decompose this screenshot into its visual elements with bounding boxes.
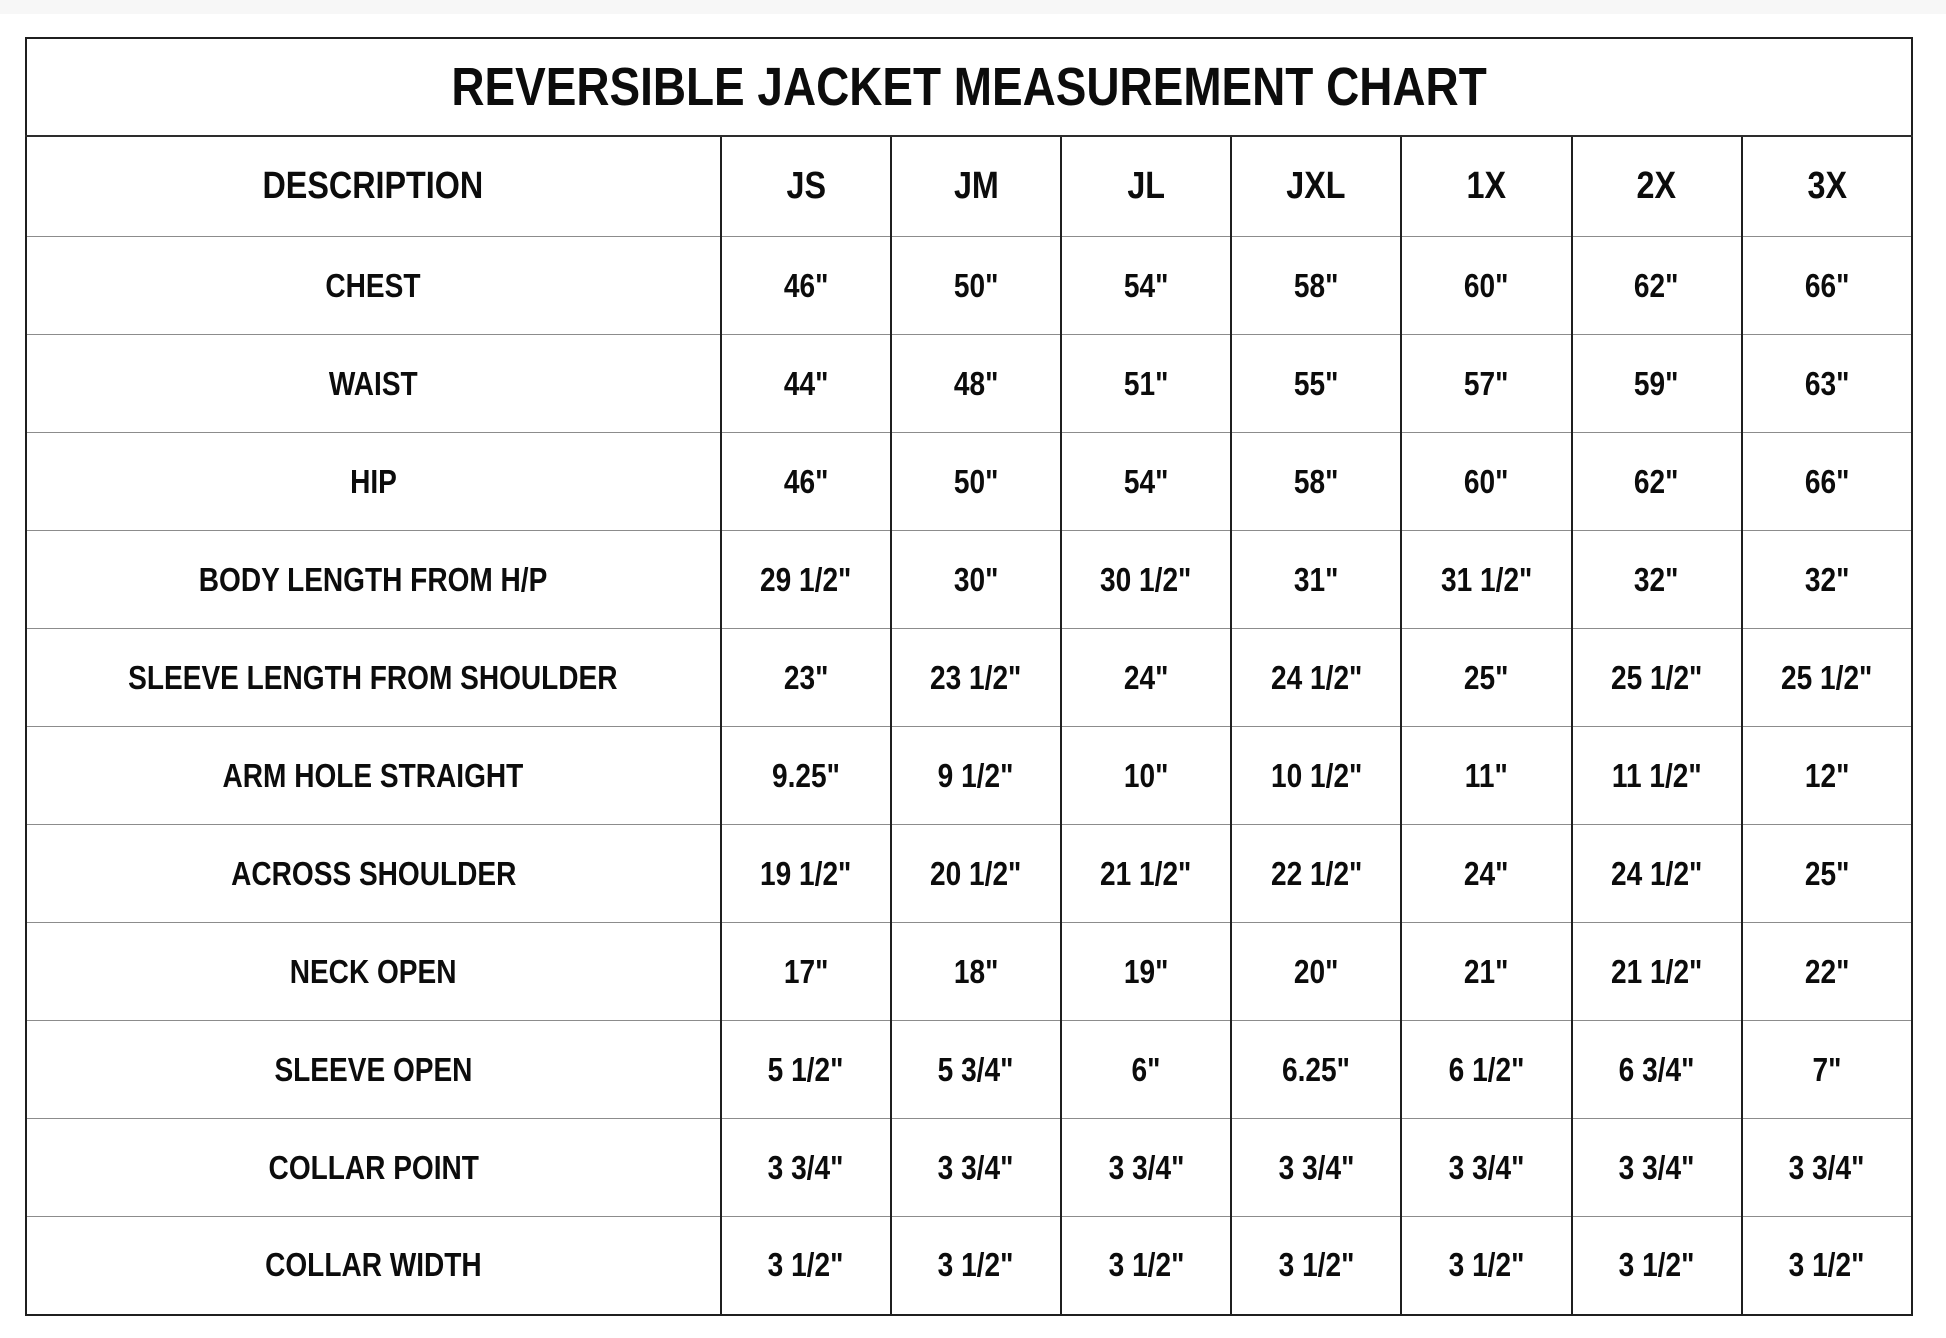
measurement-value-cell bbox=[1572, 531, 1742, 629]
measurement-value: 48" bbox=[953, 364, 999, 402]
column-header-label: JS bbox=[786, 165, 826, 207]
measurement-value-cell bbox=[721, 923, 891, 1021]
measurement-value: 30 1/2" bbox=[1100, 560, 1192, 598]
measurement-value-cell bbox=[1742, 923, 1912, 1021]
measurement-value: 22" bbox=[1804, 952, 1850, 990]
measurement-value: 31" bbox=[1294, 560, 1339, 598]
column-header-label: JM bbox=[953, 165, 999, 207]
measurement-value-cell bbox=[1061, 923, 1231, 1021]
measurement-value-cell bbox=[1061, 629, 1231, 727]
row-description-cell bbox=[26, 1119, 721, 1217]
measurement-value-cell bbox=[1061, 727, 1231, 825]
measurement-value: 21" bbox=[1464, 952, 1509, 990]
measurement-value-cell bbox=[1742, 1119, 1912, 1217]
measurement-value-cell bbox=[1742, 237, 1912, 335]
measurement-value-cell bbox=[1231, 433, 1401, 531]
measurement-value: 54" bbox=[1123, 462, 1169, 500]
measurement-value: 3 1/2" bbox=[938, 1246, 1014, 1284]
measurement-value-cell bbox=[891, 923, 1061, 1021]
measurement-value-cell bbox=[1572, 727, 1742, 825]
measurement-value: 5 3/4" bbox=[938, 1050, 1014, 1088]
measurement-value: 3 1/2" bbox=[767, 1246, 844, 1284]
column-header-label: JXL bbox=[1286, 165, 1346, 207]
row-description-cell bbox=[26, 1217, 721, 1315]
measurement-value: 24" bbox=[1464, 854, 1509, 892]
measurement-value: 50" bbox=[953, 462, 999, 500]
measurement-value-cell bbox=[1231, 825, 1401, 923]
measurement-value-cell bbox=[1401, 727, 1571, 825]
measurement-value: 3 3/4" bbox=[767, 1148, 844, 1186]
measurement-value-cell bbox=[891, 1021, 1061, 1119]
row-description-label: ARM HOLE STRAIGHT bbox=[222, 756, 524, 794]
measurement-value: 25" bbox=[1464, 658, 1509, 696]
measurement-value: 12" bbox=[1804, 756, 1850, 794]
measurement-value-cell bbox=[1061, 237, 1231, 335]
measurement-value-cell bbox=[1401, 629, 1571, 727]
measurement-value-cell bbox=[1231, 335, 1401, 433]
measurement-value: 31 1/2" bbox=[1440, 560, 1533, 598]
measurement-value: 3 1/2" bbox=[1618, 1246, 1695, 1284]
measurement-value: 54" bbox=[1123, 266, 1169, 304]
measurement-value-cell bbox=[891, 727, 1061, 825]
measurement-value-cell bbox=[1061, 1119, 1231, 1217]
measurement-value-cell bbox=[1401, 1217, 1571, 1315]
measurement-value: 60" bbox=[1464, 266, 1509, 304]
measurement-value: 3 1/2" bbox=[1789, 1246, 1865, 1284]
column-header-size bbox=[1572, 136, 1742, 237]
measurement-value-cell bbox=[1061, 825, 1231, 923]
measurement-value-cell bbox=[1231, 629, 1401, 727]
column-header-label: 2X bbox=[1636, 165, 1677, 207]
measurement-value-cell bbox=[1742, 1217, 1912, 1315]
table-title bbox=[26, 38, 1912, 136]
measurement-value: 58" bbox=[1294, 462, 1339, 500]
row-description-label: BODY LENGTH FROM H/P bbox=[199, 560, 548, 598]
measurement-value-cell bbox=[1401, 1021, 1571, 1119]
measurement-value-cell bbox=[721, 237, 891, 335]
measurement-value-cell bbox=[1572, 433, 1742, 531]
measurement-value-cell bbox=[1061, 433, 1231, 531]
row-description-label: COLLAR WIDTH bbox=[265, 1246, 482, 1284]
measurement-value-cell bbox=[891, 1119, 1061, 1217]
column-header-size bbox=[891, 136, 1061, 237]
measurement-value: 20" bbox=[1294, 952, 1339, 990]
measurement-value: 66" bbox=[1804, 266, 1850, 304]
measurement-value: 58" bbox=[1294, 266, 1339, 304]
measurement-value-cell bbox=[1231, 727, 1401, 825]
measurement-value: 63" bbox=[1804, 364, 1850, 402]
table-row bbox=[26, 433, 1912, 531]
measurement-value: 18" bbox=[953, 952, 999, 990]
measurement-value-cell bbox=[891, 237, 1061, 335]
table-row bbox=[26, 237, 1912, 335]
measurement-value-cell bbox=[1061, 531, 1231, 629]
measurement-value: 24 1/2" bbox=[1270, 658, 1362, 696]
table-row bbox=[26, 531, 1912, 629]
measurement-value: 3 3/4" bbox=[1278, 1148, 1355, 1186]
measurement-value: 19 1/2" bbox=[760, 854, 852, 892]
measurement-value: 9 1/2" bbox=[938, 756, 1014, 794]
measurement-value-cell bbox=[1061, 1021, 1231, 1119]
measurement-value: 19" bbox=[1123, 952, 1169, 990]
measurement-value-cell bbox=[1742, 433, 1912, 531]
measurement-value-cell bbox=[721, 335, 891, 433]
measurement-value-cell bbox=[1061, 1217, 1231, 1315]
title-row bbox=[26, 38, 1912, 136]
measurement-value: 21 1/2" bbox=[1100, 854, 1192, 892]
measurement-value: 3 1/2" bbox=[1108, 1246, 1184, 1284]
measurement-value-cell bbox=[721, 1119, 891, 1217]
page-top-strip bbox=[0, 0, 1946, 14]
row-description-cell bbox=[26, 629, 721, 727]
measurement-value-cell bbox=[1401, 433, 1571, 531]
measurement-value-cell bbox=[721, 433, 891, 531]
measurement-value-cell bbox=[1572, 629, 1742, 727]
measurement-value: 21 1/2" bbox=[1610, 952, 1703, 990]
measurement-value-cell bbox=[721, 629, 891, 727]
row-description-cell bbox=[26, 335, 721, 433]
row-description-label: SLEEVE OPEN bbox=[274, 1050, 473, 1088]
measurement-value: 24 1/2" bbox=[1610, 854, 1703, 892]
table-row bbox=[26, 629, 1912, 727]
row-description-label: CHEST bbox=[325, 266, 421, 304]
measurement-value: 66" bbox=[1804, 462, 1850, 500]
table-title-text: REVERSIBLE JACKET MEASUREMENT CHART bbox=[451, 57, 1487, 117]
table-row bbox=[26, 1217, 1912, 1315]
measurement-value-cell bbox=[1742, 825, 1912, 923]
measurement-value-cell bbox=[891, 433, 1061, 531]
measurement-value-cell bbox=[891, 531, 1061, 629]
column-header-label: DESCRIPTION bbox=[262, 165, 484, 207]
measurement-value-cell bbox=[891, 1217, 1061, 1315]
measurement-value: 30" bbox=[953, 560, 999, 598]
measurement-value-cell bbox=[1572, 1021, 1742, 1119]
measurement-value-cell bbox=[1401, 237, 1571, 335]
measurement-value: 32" bbox=[1634, 560, 1679, 598]
measurement-value-cell bbox=[1401, 825, 1571, 923]
measurement-value: 3 3/4" bbox=[1618, 1148, 1695, 1186]
measurement-value: 3 1/2" bbox=[1278, 1246, 1355, 1284]
measurement-value-cell bbox=[891, 825, 1061, 923]
measurement-value-cell bbox=[1231, 923, 1401, 1021]
row-description-label: HIP bbox=[349, 462, 397, 500]
measurement-value-cell bbox=[721, 825, 891, 923]
column-header-label: 1X bbox=[1466, 165, 1507, 207]
measurement-value-cell bbox=[1572, 923, 1742, 1021]
measurement-value: 25" bbox=[1804, 854, 1850, 892]
measurement-value: 6" bbox=[1131, 1050, 1161, 1088]
measurement-value: 55" bbox=[1294, 364, 1339, 402]
measurement-value-cell bbox=[1061, 335, 1231, 433]
table-row bbox=[26, 1021, 1912, 1119]
row-description-cell bbox=[26, 237, 721, 335]
measurement-value: 51" bbox=[1123, 364, 1169, 402]
measurement-value: 23 1/2" bbox=[930, 658, 1022, 696]
measurement-value-cell bbox=[1231, 1119, 1401, 1217]
measurement-value: 62" bbox=[1634, 266, 1679, 304]
measurement-value: 46" bbox=[783, 462, 829, 500]
row-description-label: WAIST bbox=[328, 364, 418, 402]
measurement-value: 62" bbox=[1634, 462, 1679, 500]
table-row bbox=[26, 727, 1912, 825]
column-header-size bbox=[721, 136, 891, 237]
column-header-size bbox=[1742, 136, 1912, 237]
measurement-value-cell bbox=[1742, 727, 1912, 825]
measurement-value: 20 1/2" bbox=[930, 854, 1022, 892]
measurement-value: 9.25" bbox=[771, 756, 840, 794]
measurement-value-cell bbox=[1231, 531, 1401, 629]
measurement-value: 32" bbox=[1804, 560, 1850, 598]
measurement-value-cell bbox=[1401, 923, 1571, 1021]
measurement-value: 23" bbox=[783, 658, 829, 696]
column-header-size bbox=[1061, 136, 1231, 237]
measurement-value: 5 1/2" bbox=[767, 1050, 844, 1088]
column-header-size bbox=[1401, 136, 1571, 237]
measurement-value-cell bbox=[721, 1217, 891, 1315]
measurement-value: 50" bbox=[953, 266, 999, 304]
measurement-value: 6 3/4" bbox=[1618, 1050, 1695, 1088]
row-description-label: SLEEVE LENGTH FROM SHOULDER bbox=[128, 658, 619, 696]
row-description-label: ACROSS SHOULDER bbox=[230, 854, 516, 892]
measurement-value: 10" bbox=[1123, 756, 1169, 794]
measurement-value: 11" bbox=[1464, 756, 1508, 794]
measurement-value-cell bbox=[1742, 1021, 1912, 1119]
table-row bbox=[26, 825, 1912, 923]
measurement-value: 3 3/4" bbox=[1448, 1148, 1525, 1186]
measurement-value: 59" bbox=[1634, 364, 1679, 402]
measurement-table bbox=[25, 37, 1913, 1316]
measurement-value-cell bbox=[1572, 237, 1742, 335]
measurement-value-cell bbox=[1742, 335, 1912, 433]
measurement-value: 3 3/4" bbox=[1108, 1148, 1184, 1186]
measurement-value: 29 1/2" bbox=[760, 560, 852, 598]
row-description-cell bbox=[26, 1021, 721, 1119]
row-description-label: COLLAR POINT bbox=[268, 1148, 479, 1186]
measurement-value: 11 1/2" bbox=[1611, 756, 1702, 794]
row-description-cell bbox=[26, 433, 721, 531]
measurement-value-cell bbox=[891, 629, 1061, 727]
measurement-value-cell bbox=[721, 1021, 891, 1119]
measurement-value-cell bbox=[891, 335, 1061, 433]
measurement-value: 22 1/2" bbox=[1270, 854, 1362, 892]
measurement-value: 17" bbox=[783, 952, 829, 990]
table-row bbox=[26, 923, 1912, 1021]
measurement-value-cell bbox=[1572, 825, 1742, 923]
table-row bbox=[26, 1119, 1912, 1217]
measurement-value: 10 1/2" bbox=[1270, 756, 1362, 794]
row-description-cell bbox=[26, 531, 721, 629]
measurement-value-cell bbox=[1572, 1217, 1742, 1315]
measurement-value: 60" bbox=[1464, 462, 1509, 500]
measurement-value: 7" bbox=[1812, 1050, 1842, 1088]
measurement-value: 6 1/2" bbox=[1448, 1050, 1525, 1088]
measurement-value-cell bbox=[1231, 237, 1401, 335]
measurement-value: 24" bbox=[1123, 658, 1169, 696]
measurement-value: 44" bbox=[783, 364, 829, 402]
row-description-cell bbox=[26, 923, 721, 1021]
measurement-value-cell bbox=[1742, 531, 1912, 629]
measurement-value: 3 3/4" bbox=[938, 1148, 1014, 1186]
measurement-value: 6.25" bbox=[1282, 1050, 1351, 1088]
column-header-label: 3X bbox=[1807, 165, 1847, 207]
measurement-value-cell bbox=[721, 727, 891, 825]
measurement-value-cell bbox=[1742, 629, 1912, 727]
table-row bbox=[26, 335, 1912, 433]
measurement-value: 46" bbox=[783, 266, 829, 304]
measurement-value-cell bbox=[1572, 1119, 1742, 1217]
column-header-size bbox=[1231, 136, 1401, 237]
measurement-value: 3 1/2" bbox=[1448, 1246, 1525, 1284]
measurement-value-cell bbox=[721, 531, 891, 629]
measurement-value: 25 1/2" bbox=[1781, 658, 1873, 696]
measurement-value-cell bbox=[1231, 1217, 1401, 1315]
measurement-value: 25 1/2" bbox=[1610, 658, 1703, 696]
measurement-value: 57" bbox=[1464, 364, 1509, 402]
measurement-value-cell bbox=[1401, 531, 1571, 629]
measurement-value-cell bbox=[1401, 335, 1571, 433]
row-description-cell bbox=[26, 825, 721, 923]
measurement-value: 3 3/4" bbox=[1789, 1148, 1865, 1186]
measurement-value-cell bbox=[1572, 335, 1742, 433]
measurement-value-cell bbox=[1401, 1119, 1571, 1217]
table-body bbox=[26, 237, 1912, 1315]
row-description-cell bbox=[26, 727, 721, 825]
row-description-label: NECK OPEN bbox=[289, 952, 457, 990]
column-header-row bbox=[26, 136, 1912, 237]
column-header-description bbox=[26, 136, 721, 237]
measurement-value-cell bbox=[1231, 1021, 1401, 1119]
column-header-label: JL bbox=[1127, 165, 1165, 207]
